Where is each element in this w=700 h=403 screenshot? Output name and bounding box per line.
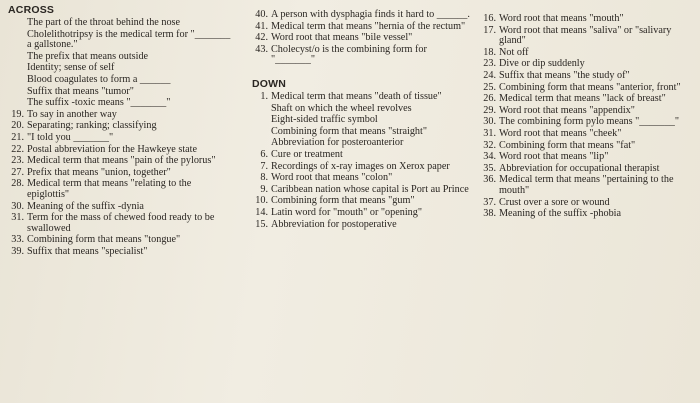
clue-item bbox=[478, 83, 696, 94]
clue-item bbox=[478, 141, 696, 152]
clue-text: Suffix that means "specialist" bbox=[27, 245, 148, 257]
clue-number: 40. bbox=[255, 9, 268, 20]
clue-number: 41. bbox=[255, 20, 268, 32]
down-heading: DOWN bbox=[252, 77, 287, 90]
clue-number: 28. bbox=[11, 178, 24, 190]
clue-text: Medical term that means "death of tissue" bbox=[271, 90, 442, 102]
clue-number: 31. bbox=[11, 212, 24, 224]
clue-item bbox=[250, 127, 472, 138]
clue-text: Abbreviation for occupational therapist bbox=[499, 162, 660, 174]
clue-text: Cure or treatment bbox=[271, 148, 343, 160]
clue-item bbox=[478, 106, 696, 117]
clue-text: Cholelithotripsy is the medical term for "_______ a gallstone." bbox=[27, 28, 231, 51]
clue-text: Combining form that means "fat" bbox=[499, 139, 636, 151]
clue-text: Caribbean nation whose capital is Port au Prince bbox=[271, 183, 469, 195]
clue-text: "I told you _______" bbox=[27, 131, 114, 143]
clue-text: Abbreviation for postoperative bbox=[271, 218, 397, 230]
clue-number: 37. bbox=[483, 196, 496, 208]
clue-text: Medical term that means "lack of breast" bbox=[499, 93, 666, 105]
clue-number: 20. bbox=[11, 120, 24, 132]
clue-item bbox=[250, 173, 472, 184]
clue-number: 25. bbox=[483, 81, 496, 93]
clue-text: The combining form pylo means "_______" bbox=[499, 116, 680, 128]
clue-text: Medical term that means "relating to the epiglottis" bbox=[27, 178, 192, 200]
clue-item bbox=[478, 209, 696, 220]
clue-item bbox=[250, 45, 472, 66]
clue-text: Identity; sense of self bbox=[27, 62, 115, 74]
clue-text: Latin word for "mouth" or "opening" bbox=[271, 206, 423, 218]
clue-item bbox=[6, 202, 234, 213]
clue-item bbox=[478, 152, 696, 163]
clue-item bbox=[478, 48, 696, 59]
clue-number bbox=[6, 63, 27, 74]
clue-item bbox=[250, 92, 472, 103]
clue-number: 7. bbox=[260, 160, 268, 172]
clue-item bbox=[6, 63, 234, 74]
clue-number: 35. bbox=[483, 162, 496, 174]
across-heading: ACROSS bbox=[8, 4, 55, 16]
clue-item bbox=[250, 208, 472, 219]
clue-number: 22. bbox=[11, 143, 24, 155]
clue-number bbox=[6, 75, 27, 86]
clue-text: Suffix that means "the study of" bbox=[499, 69, 630, 81]
clue-text: Word root that means "mouth" bbox=[499, 13, 624, 24]
across-clue-list bbox=[6, 18, 234, 257]
clue-text: Medical term that means "pain of the pylorus" bbox=[27, 155, 216, 167]
clue-text: Suffix that means "tumor" bbox=[27, 85, 134, 97]
clue-number: 30. bbox=[483, 116, 496, 128]
clue-text: Recordings of x-ray images on Xerox paper bbox=[271, 160, 450, 172]
clue-number: 26. bbox=[483, 93, 496, 105]
clue-number: 18. bbox=[483, 46, 496, 58]
clue-item bbox=[250, 220, 472, 231]
clue-text: Word root that means "saliva" or "salivary gland" bbox=[499, 24, 672, 47]
clue-item bbox=[250, 185, 472, 196]
clue-column-1 bbox=[6, 0, 234, 258]
clue-item bbox=[6, 145, 234, 156]
clue-number: 15. bbox=[255, 218, 268, 230]
clue-item bbox=[6, 179, 234, 200]
clue-text: The prefix that means outside bbox=[27, 50, 149, 62]
clue-text: Combining form that means "gum" bbox=[271, 195, 415, 207]
down-clue-list-continued bbox=[478, 14, 696, 220]
clue-text: Medical term that means "pertaining to the mouth" bbox=[499, 174, 674, 196]
clue-number bbox=[250, 115, 271, 126]
clue-number: 9. bbox=[260, 183, 268, 195]
clue-number bbox=[250, 104, 271, 115]
clue-item bbox=[478, 59, 696, 70]
clue-number: 29. bbox=[483, 104, 496, 116]
clue-item bbox=[6, 98, 234, 109]
clue-item bbox=[250, 196, 472, 207]
clue-text: Word root that means "appendix" bbox=[499, 104, 635, 116]
clue-item bbox=[250, 115, 472, 126]
clue-number: 10. bbox=[255, 195, 268, 207]
clue-text: Cholecyst/o is the combining form for "_______" bbox=[271, 43, 427, 66]
clue-number: 33. bbox=[11, 234, 24, 246]
clue-item bbox=[6, 75, 234, 86]
clue-number: 17. bbox=[483, 24, 496, 36]
clue-column-3 bbox=[478, 0, 696, 221]
clue-number: 23. bbox=[11, 155, 24, 167]
clue-item bbox=[250, 138, 472, 149]
clue-text: Separating; ranking; classifying bbox=[27, 120, 157, 132]
clue-number: 23. bbox=[483, 58, 496, 70]
clue-text: Word root that means "lip" bbox=[499, 151, 609, 163]
clue-item bbox=[478, 129, 696, 140]
clue-item bbox=[6, 213, 234, 234]
clue-item bbox=[250, 150, 472, 161]
clue-text: Postal abbreviation for the Hawkeye state bbox=[27, 143, 198, 155]
clue-text: Prefix that means "union, together" bbox=[27, 166, 171, 178]
clue-text: A person with dysphagia finds it hard to ______. bbox=[271, 9, 470, 20]
clue-text: Word root that means "cheek" bbox=[499, 127, 622, 139]
clue-number: 1. bbox=[260, 90, 268, 102]
clue-number: 21. bbox=[11, 131, 24, 143]
clue-text: The suffix -toxic means "_______" bbox=[27, 97, 171, 109]
across-clue-list-continued bbox=[250, 10, 472, 66]
clue-item bbox=[6, 156, 234, 167]
clue-item bbox=[6, 52, 234, 63]
clue-item bbox=[250, 162, 472, 173]
clue-item bbox=[6, 133, 234, 144]
clue-number bbox=[6, 18, 27, 29]
clue-item bbox=[6, 110, 234, 121]
clue-text: Combining form that means "tongue" bbox=[27, 234, 181, 246]
clue-item bbox=[478, 175, 696, 196]
clue-text: Medical term that means "hernia of the rectum" bbox=[271, 20, 466, 32]
clue-number: 6. bbox=[260, 148, 268, 160]
clue-item bbox=[478, 198, 696, 209]
clue-item bbox=[250, 104, 472, 115]
clue-text: To say in another way bbox=[27, 108, 117, 120]
clue-item bbox=[478, 26, 696, 47]
clue-item bbox=[6, 168, 234, 179]
clue-text: Combining form that means "straight" bbox=[271, 125, 428, 137]
clue-item bbox=[478, 94, 696, 105]
clue-text: Abbreviation for posteroanterior bbox=[271, 137, 404, 149]
clue-number: 14. bbox=[255, 206, 268, 218]
down-clue-list bbox=[250, 92, 472, 230]
clue-text: Meaning of the suffix -dynia bbox=[27, 200, 144, 212]
clue-number: 19. bbox=[11, 108, 24, 120]
clue-number: 32. bbox=[483, 139, 496, 151]
clue-number: 36. bbox=[483, 174, 496, 186]
clue-number: 27. bbox=[11, 166, 24, 178]
clue-item bbox=[6, 235, 234, 246]
clue-number bbox=[6, 87, 27, 98]
clue-text: Eight-sided traffic symbol bbox=[271, 114, 378, 126]
clue-number: 24. bbox=[483, 69, 496, 81]
clue-item bbox=[250, 10, 472, 21]
clue-item bbox=[6, 87, 234, 98]
clue-text: Crust over a sore or wound bbox=[499, 196, 610, 208]
clue-number bbox=[6, 52, 27, 63]
clue-item bbox=[6, 30, 234, 51]
clue-text: Word root that means "bile vessel" bbox=[271, 32, 413, 44]
clue-number bbox=[6, 98, 27, 109]
clue-number: 43. bbox=[255, 43, 268, 55]
clue-text: Word root that means "colon" bbox=[271, 172, 393, 184]
clue-number: 8. bbox=[260, 172, 268, 184]
clue-item bbox=[478, 71, 696, 82]
clue-text: Dive or dip suddenly bbox=[499, 58, 585, 70]
clue-column-2 bbox=[250, 0, 472, 231]
clue-number: 38. bbox=[483, 208, 496, 220]
clue-item bbox=[250, 33, 472, 44]
clue-text: The part of the throat behind the nose bbox=[27, 17, 181, 28]
clue-text: Term for the mass of chewed food ready to be swallowed bbox=[27, 212, 215, 234]
clue-item bbox=[478, 14, 696, 25]
clue-number bbox=[250, 127, 271, 138]
clue-number bbox=[6, 30, 27, 51]
clue-number: 39. bbox=[11, 245, 24, 257]
clue-item bbox=[478, 164, 696, 175]
clue-item bbox=[6, 247, 234, 258]
clue-number bbox=[250, 138, 271, 149]
clue-text: Combining form that means "anterior, front" bbox=[499, 81, 681, 93]
clue-text: Not off bbox=[499, 46, 529, 58]
clue-number: 31. bbox=[483, 127, 496, 139]
clue-item bbox=[250, 22, 472, 33]
clue-number: 16. bbox=[483, 13, 496, 24]
clue-item bbox=[478, 117, 696, 128]
clue-number: 30. bbox=[11, 200, 24, 212]
clue-text: Meaning of the suffix -phobia bbox=[499, 208, 622, 220]
clue-item bbox=[6, 121, 234, 132]
clue-item bbox=[6, 18, 234, 29]
clue-text: Shaft on which the wheel revolves bbox=[271, 102, 412, 114]
clue-number: 42. bbox=[255, 32, 268, 44]
clue-number: 34. bbox=[483, 151, 496, 163]
clue-text: Blood coagulates to form a ______ bbox=[27, 73, 171, 85]
